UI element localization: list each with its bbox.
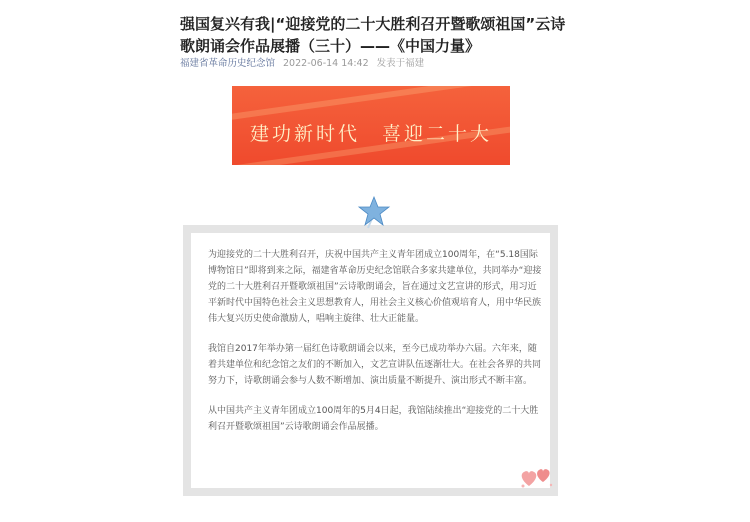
article-meta	[180, 55, 424, 69]
publish-datetime: 2022-06-14 14:42	[283, 58, 369, 69]
content-paper	[191, 233, 550, 488]
banner-slogan-right: 喜迎二十大	[382, 123, 493, 145]
banner-image	[232, 86, 510, 165]
article-title: 强国复兴有我|“迎接党的二十大胜利召开暨歌颂祖国”云诗歌朗诵会作品展播（三十）——《中国力量》	[180, 15, 566, 55]
hearts-icon	[519, 464, 555, 490]
content-frame	[183, 225, 558, 496]
star-pin-icon	[356, 196, 392, 230]
body-paragraph: 从中国共产主义青年团成立100周年的5月4日起，我馆陆续推出“迎接党的二十大胜利召开暨歌颂祖国”云诗歌朗诵会作品展播。	[208, 406, 539, 432]
article-body	[208, 247, 542, 449]
body-paragraph: 我馆自2017年举办第一届红色诗歌朗诵会以来，至今已成功举办六届。六年来，随着共建单位和纪念馆之友们的不断加入，文艺宣讲队伍逐渐壮大。在社会各界的共同努力下，诗歌朗诵会参与人数不断增加、演出质量不断提升、演出形式不断丰富。	[208, 344, 542, 386]
publish-location: 发表于福建	[376, 58, 425, 69]
banner-slogan	[232, 119, 510, 146]
banner-slogan-left: 建功新时代	[249, 123, 360, 145]
body-paragraph: 为迎接党的二十大胜利召开，庆祝中国共产主义青年团成立100周年，在“5.18国际博物馆日”即将到来之际，福建省革命历史纪念馆联合多家共建单位，共同举办“迎接党的二十大胜利召开暨歌颂祖国”云诗歌朗诵会，旨在通过文艺宣讲的形式，用习近平新时代中国特色社会主义思想教育人，用社会主义核心价值观培育人，用中华民族伟大复兴历史使命激励人，唱响主旋律、壮大正能量。	[208, 250, 542, 324]
author-link[interactable]: 福建省革命历史纪念馆	[180, 58, 276, 69]
